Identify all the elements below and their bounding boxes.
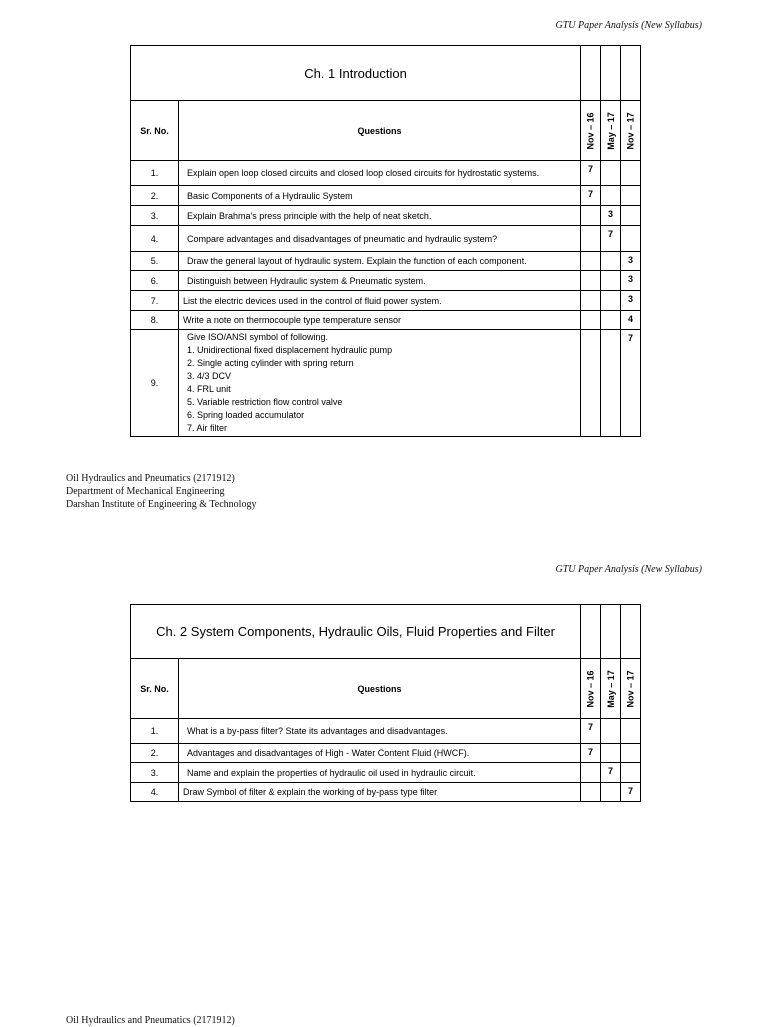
table-row	[131, 291, 641, 311]
row-mark	[621, 226, 641, 252]
row-question: Distinguish between Hydraulic system & Pneumatic system.	[179, 271, 581, 291]
symbol-list-item: 5. Variable restriction flow control valve	[187, 397, 343, 407]
row-mark	[581, 226, 601, 252]
exam-header-may17: May – 17	[605, 669, 616, 708]
symbol-list-item: 7. Air filter	[187, 423, 228, 433]
row-sr: 4.	[131, 226, 179, 252]
exam-header-nov16: Nov – 16	[585, 111, 596, 150]
row-mark: 7	[581, 744, 601, 763]
row-sr: 6.	[131, 271, 179, 291]
row-mark	[581, 291, 601, 311]
row-mark: 3	[601, 206, 621, 226]
row-question: Draw the general layout of hydraulic system. Explain the function of each component.	[179, 252, 581, 271]
exam-header-nov16: Nov – 16	[585, 669, 596, 708]
row-question: Explain Brahma's press principle with the help of neat sketch.	[179, 206, 581, 226]
row-mark: 7	[621, 783, 641, 802]
symbol-list-item: 6. Spring loaded accumulator	[187, 410, 305, 420]
row-mark	[621, 763, 641, 783]
row-sr: 1.	[131, 161, 179, 186]
row-mark: 7	[581, 186, 601, 206]
row-mark	[581, 763, 601, 783]
row-mark: 7	[601, 763, 621, 783]
exam-header-may17: May – 17	[605, 111, 616, 150]
footer-department: Department of Mechanical Engineering	[66, 486, 225, 497]
row-mark	[581, 206, 601, 226]
row-sr: 2.	[131, 186, 179, 206]
chapter-2-table	[130, 604, 641, 802]
row-mark	[601, 252, 621, 271]
table-row	[131, 763, 641, 783]
row-question: Basic Components of a Hydraulic System	[179, 186, 581, 206]
row-question: Compare advantages and disadvantages of pneumatic and hydraulic system?	[179, 226, 581, 252]
footer-course: Oil Hydraulics and Pneumatics (2171912)	[66, 473, 235, 484]
footer-institute: Darshan Institute of Engineering & Technology	[66, 499, 257, 510]
chapter-title: Ch. 1 Introduction	[131, 46, 581, 101]
row-question	[179, 330, 581, 437]
table-row	[131, 271, 641, 291]
row-mark: 7	[581, 719, 601, 744]
page-header: GTU Paper Analysis (New Syllabus)	[555, 564, 702, 575]
row-mark: 3	[621, 252, 641, 271]
table-row	[131, 226, 641, 252]
table-row	[131, 330, 641, 437]
symbol-list-item: 1. Unidirectional fixed displacement hydraulic pump	[187, 345, 393, 355]
table-row	[131, 719, 641, 744]
row-mark	[621, 719, 641, 744]
symbol-list-item: 4. FRL unit	[187, 384, 231, 394]
table-row	[131, 311, 641, 330]
symbol-list-intro: Give ISO/ANSI symbol of following.	[187, 332, 329, 342]
sr-no-header: Sr. No.	[131, 101, 179, 161]
row-mark	[601, 186, 621, 206]
row-question: Write a note on thermocouple type temperature sensor	[179, 311, 581, 330]
row-mark: 7	[621, 330, 641, 437]
row-sr: 7.	[131, 291, 179, 311]
row-mark	[601, 783, 621, 802]
sr-no-header: Sr. No.	[131, 659, 179, 719]
table-row	[131, 744, 641, 763]
row-mark	[601, 271, 621, 291]
table-row	[131, 206, 641, 226]
row-sr: 2.	[131, 744, 179, 763]
row-mark: 3	[621, 291, 641, 311]
row-sr: 4.	[131, 783, 179, 802]
row-question: Name and explain the properties of hydraulic oil used in hydraulic circuit.	[179, 763, 581, 783]
row-mark	[621, 744, 641, 763]
exam-header-nov17: Nov – 17	[625, 111, 636, 150]
symbol-list-item: 2. Single acting cylinder with spring return	[187, 358, 354, 368]
row-mark	[601, 744, 621, 763]
table-row	[131, 252, 641, 271]
row-mark	[581, 271, 601, 291]
row-mark	[581, 330, 601, 437]
table-row	[131, 186, 641, 206]
row-mark	[581, 311, 601, 330]
questions-header: Questions	[179, 101, 581, 161]
row-sr: 1.	[131, 719, 179, 744]
questions-header: Questions	[179, 659, 581, 719]
chapter-title: Ch. 2 System Components, Hydraulic Oils, Fluid Properties and Filter	[131, 605, 581, 659]
page-footer	[66, 472, 256, 511]
row-sr: 5.	[131, 252, 179, 271]
row-sr: 9.	[131, 330, 179, 437]
row-mark	[581, 252, 601, 271]
row-mark	[601, 719, 621, 744]
row-mark: 7	[581, 161, 601, 186]
row-question: Explain open loop closed circuits and closed loop closed circuits for hydrostatic systems.	[179, 161, 581, 186]
row-question: What is a by-pass filter? State its advantages and disadvantages.	[179, 719, 581, 744]
row-mark	[621, 186, 641, 206]
exam-header-nov17: Nov – 17	[625, 669, 636, 708]
symbol-list-item: 3. 4/3 DCV	[187, 371, 232, 381]
row-question: Draw Symbol of filter & explain the working of by-pass type filter	[179, 783, 581, 802]
row-mark	[601, 291, 621, 311]
table-row	[131, 161, 641, 186]
row-mark: 7	[601, 226, 621, 252]
page-footer	[66, 1014, 235, 1027]
row-mark: 3	[621, 271, 641, 291]
row-question: List the electric devices used in the control of fluid power system.	[179, 291, 581, 311]
row-sr: 8.	[131, 311, 179, 330]
row-mark	[601, 330, 621, 437]
chapter-1-table	[130, 45, 641, 437]
row-mark	[621, 206, 641, 226]
row-mark: 4	[621, 311, 641, 330]
page-header: GTU Paper Analysis (New Syllabus)	[555, 20, 702, 31]
footer-course: Oil Hydraulics and Pneumatics (2171912)	[66, 1015, 235, 1026]
row-question: Advantages and disadvantages of High - Water Content Fluid (HWCF).	[179, 744, 581, 763]
row-mark	[601, 161, 621, 186]
row-mark	[601, 311, 621, 330]
row-sr: 3.	[131, 763, 179, 783]
table-row	[131, 783, 641, 802]
row-sr: 3.	[131, 206, 179, 226]
row-mark	[581, 783, 601, 802]
row-mark	[621, 161, 641, 186]
